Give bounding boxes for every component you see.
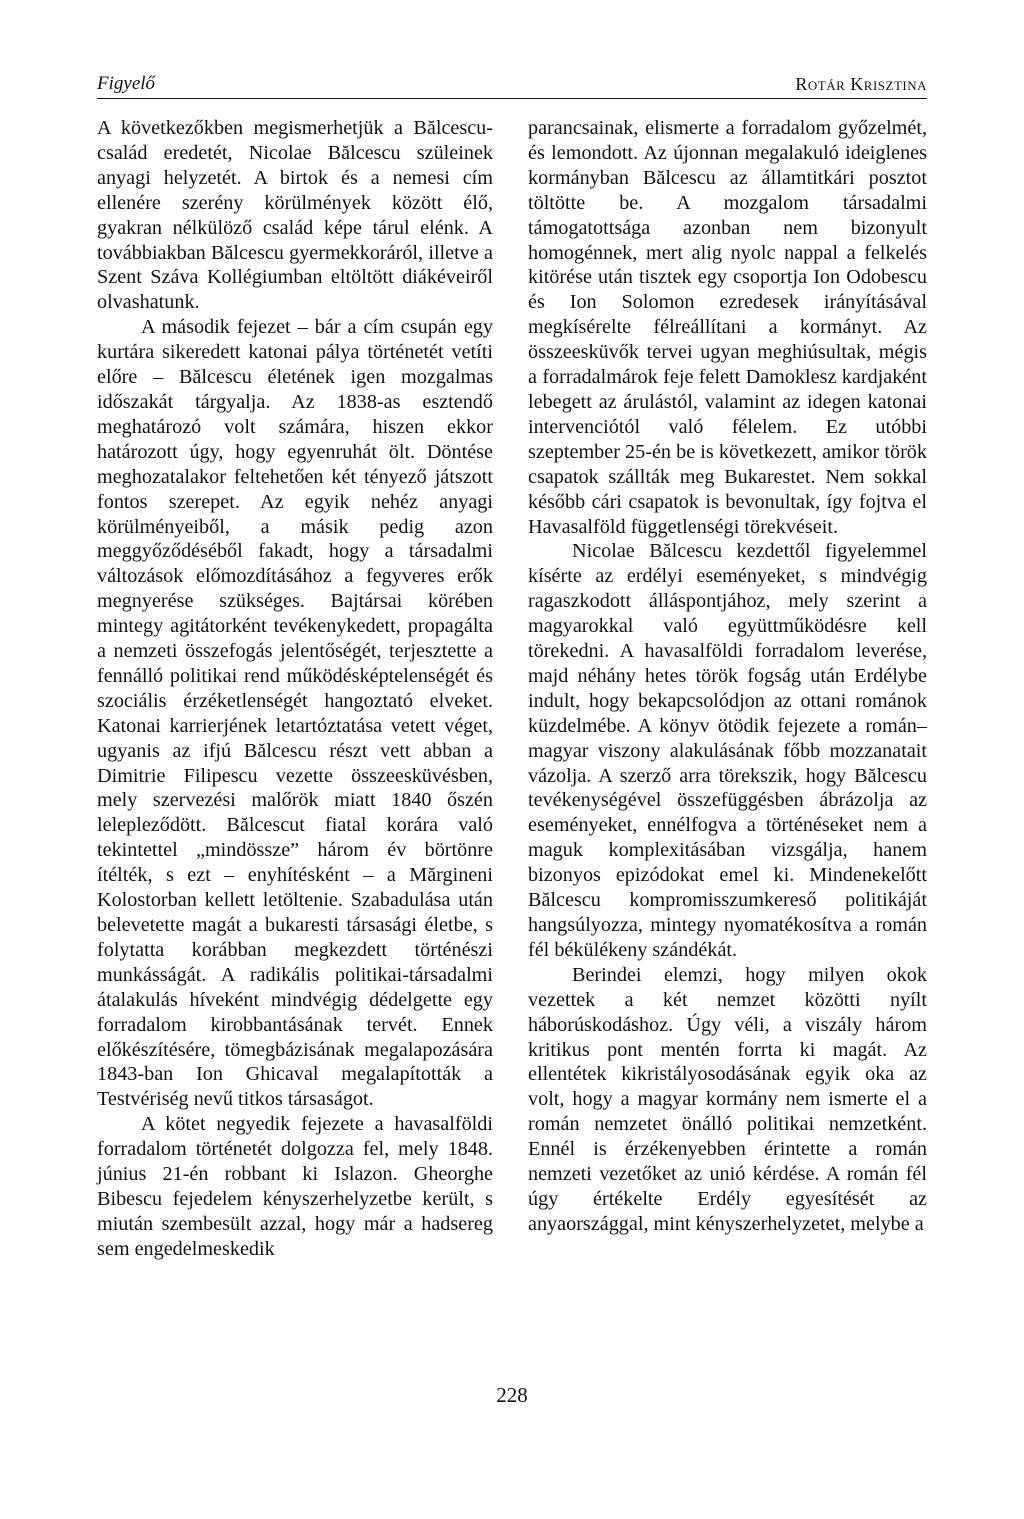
paragraph: A következőkben megismerhetjük a Bălcescu-család eredetét, Nicolae Bălcescu szüleinek anyagi helyzetét. A birtok és a nemesi cím ellenére szerény körülmények között élő, gyakran nélkülöző család képe tárul elénk. A továbbiakban Bălcescu gyermekkoráról, illetve a Szent Száva Kollégiumban eltöltött diákéveiről olvashatunk. <box>97 117 493 314</box>
paragraph: A kötet negyedik fejezete a havasalföldi forradalom történetét dolgozza fel, mely 1848. június 21-én robbant ki Islazon. Gheorghe Bibescu fejedelem kényszerhelyzetbe került, s miután szembesült azzal, hogy már a hadsereg sem engedelmeskedik <box>97 1113 493 1260</box>
author-name: Rotár Krisztina <box>795 74 927 94</box>
left-column <box>97 116 493 1262</box>
right-column <box>528 116 927 1237</box>
page-number: 228 <box>496 1383 528 1407</box>
running-header <box>97 72 927 99</box>
paragraph: Berindei elemzi, hogy milyen okok vezettek a két nemzet közötti nyílt háborúskodáshoz. Úgy véli, a viszály három kritikus pont mentén forrta ki magát. Az ellentétek kikristályosodásának egyik oka az volt, hogy a magyar kormány nem ismerte el a román nemzetet önálló politikai nemzetként. Ennél is érzékenyebben érintette a román nemzeti vezetőket az unió kérdése. A román fél úgy értékelte Erdély egyesítését az anyaországgal, mint kényszerhelyzetet, melybe a <box>528 963 927 1235</box>
paragraph: A második fejezet – bár a cím csupán egy kurtára sikeredett katonai pálya történetét vetíti előre – Bălcescu életének igen mozgalmas időszakát tárgyalja. Az 1838-as esztendő meghatározó volt számára, hiszen ekkor határozott úgy, hogy egyenruhát ölt. Döntése meghozatalakor feltehetően két tényező játszott fontos szerepet. Az egyik nehéz anyagi körülményeiből, a másik pedig azon meggyőződéséből fakadt, hogy a társadalmi változások előmozdításához a fegyveres erők megnyerése szükséges. Bajtársai körében mintegy agitátorként tevékenykedett, propagálta a nemzeti összefogás jelentőségét, terjesztette a fennálló politikai rend működésképtelenségét és szociális érzéketlenségét hangoztató elveket. Katonai karrierjének letartóztatása vetett véget, ugyanis az ifjú Bălcescu részt vett abban a Dimitrie Filipescu vezette összeesküvésben, mely szervezési malőrök miatt 1840 őszén lelepleződött. Bălcescut fiatal korára való tekintettel „mindössze” három év börtönre ítélték, s ezt – enyhítésként – a Mărgineni Kolostorban kellett letöltenie. Szabadulása után belevetette magát a bukaresti társasági életbe, s folytatta korábban megkezdett történészi munkásságát. A radikális politikai-társadalmi átalakulás híveként mindvégig dédelgette egy forradalom kirobbantásának tervét. Ennek előkészítésére, tömegbázisának megalapozására 1843-ban Ion Ghicaval megalapították a Testvériség nevű titkos társaságot. <box>97 316 493 1111</box>
paragraph: Nicolae Bălcescu kezdettől figyelemmel kísérte az erdélyi eseményeket, s mindvégig ragaszkodott álláspontjához, mely szerint a magyarokkal való együttműködésre kell törekedni. A havasalföldi forradalom leverése, majd néhány hetes török fogság után Erdélybe indult, hogy bekapcsolódjon az ottani románok küzdelmébe. A könyv ötödik fejezete a román–magyar viszony alakulásának főbb mozzanatait vázolja. A szerző arra törekszik, hogy Bălcescu tevékenységével összefüggésben ábrázolja az eseményeket, ennélfogva a történéseket nem a maguk komplexitásában vizsgálja, hanem bizonyos epizódokat emel ki. Mindenekelőtt Bălcescu kompromisszumkereső politikáját hangsúlyozza, mintegy nyomatékosítva a román fél békülékeny szándékát. <box>528 540 927 961</box>
paragraph: parancsainak, elismerte a forradalom győzelmét, és lemondott. Az újonnan megalakuló ideiglenes kormányban Bălcescu az államtitkári posztot töltötte be. A mozgalom társadalmi támogatottsága azonban nem bizonyult homogénnek, mert alig nyolc nappal a felkelés kitörése után tisztek egy csoportja Ion Odobescu és Ion Solomon ezredesek irányításával megkísérelte félreállítani a kormányt. Az összeesküvők tervei ugyan meghiúsultak, mégis a forradalmárok feje felett Damoklesz kardjaként lebegett az árulástól, valamint az idegen katonai intervenciótól való félelem. Ez utóbbi szeptember 25-én be is következett, amikor török csapatok szállták meg Bukarestet. Nem sokkal később cári csapatok is bevonultak, így fojtva el Havasalföld függetlenségi törekvéseit. <box>528 117 927 538</box>
section-title: Figyelő <box>97 73 156 94</box>
